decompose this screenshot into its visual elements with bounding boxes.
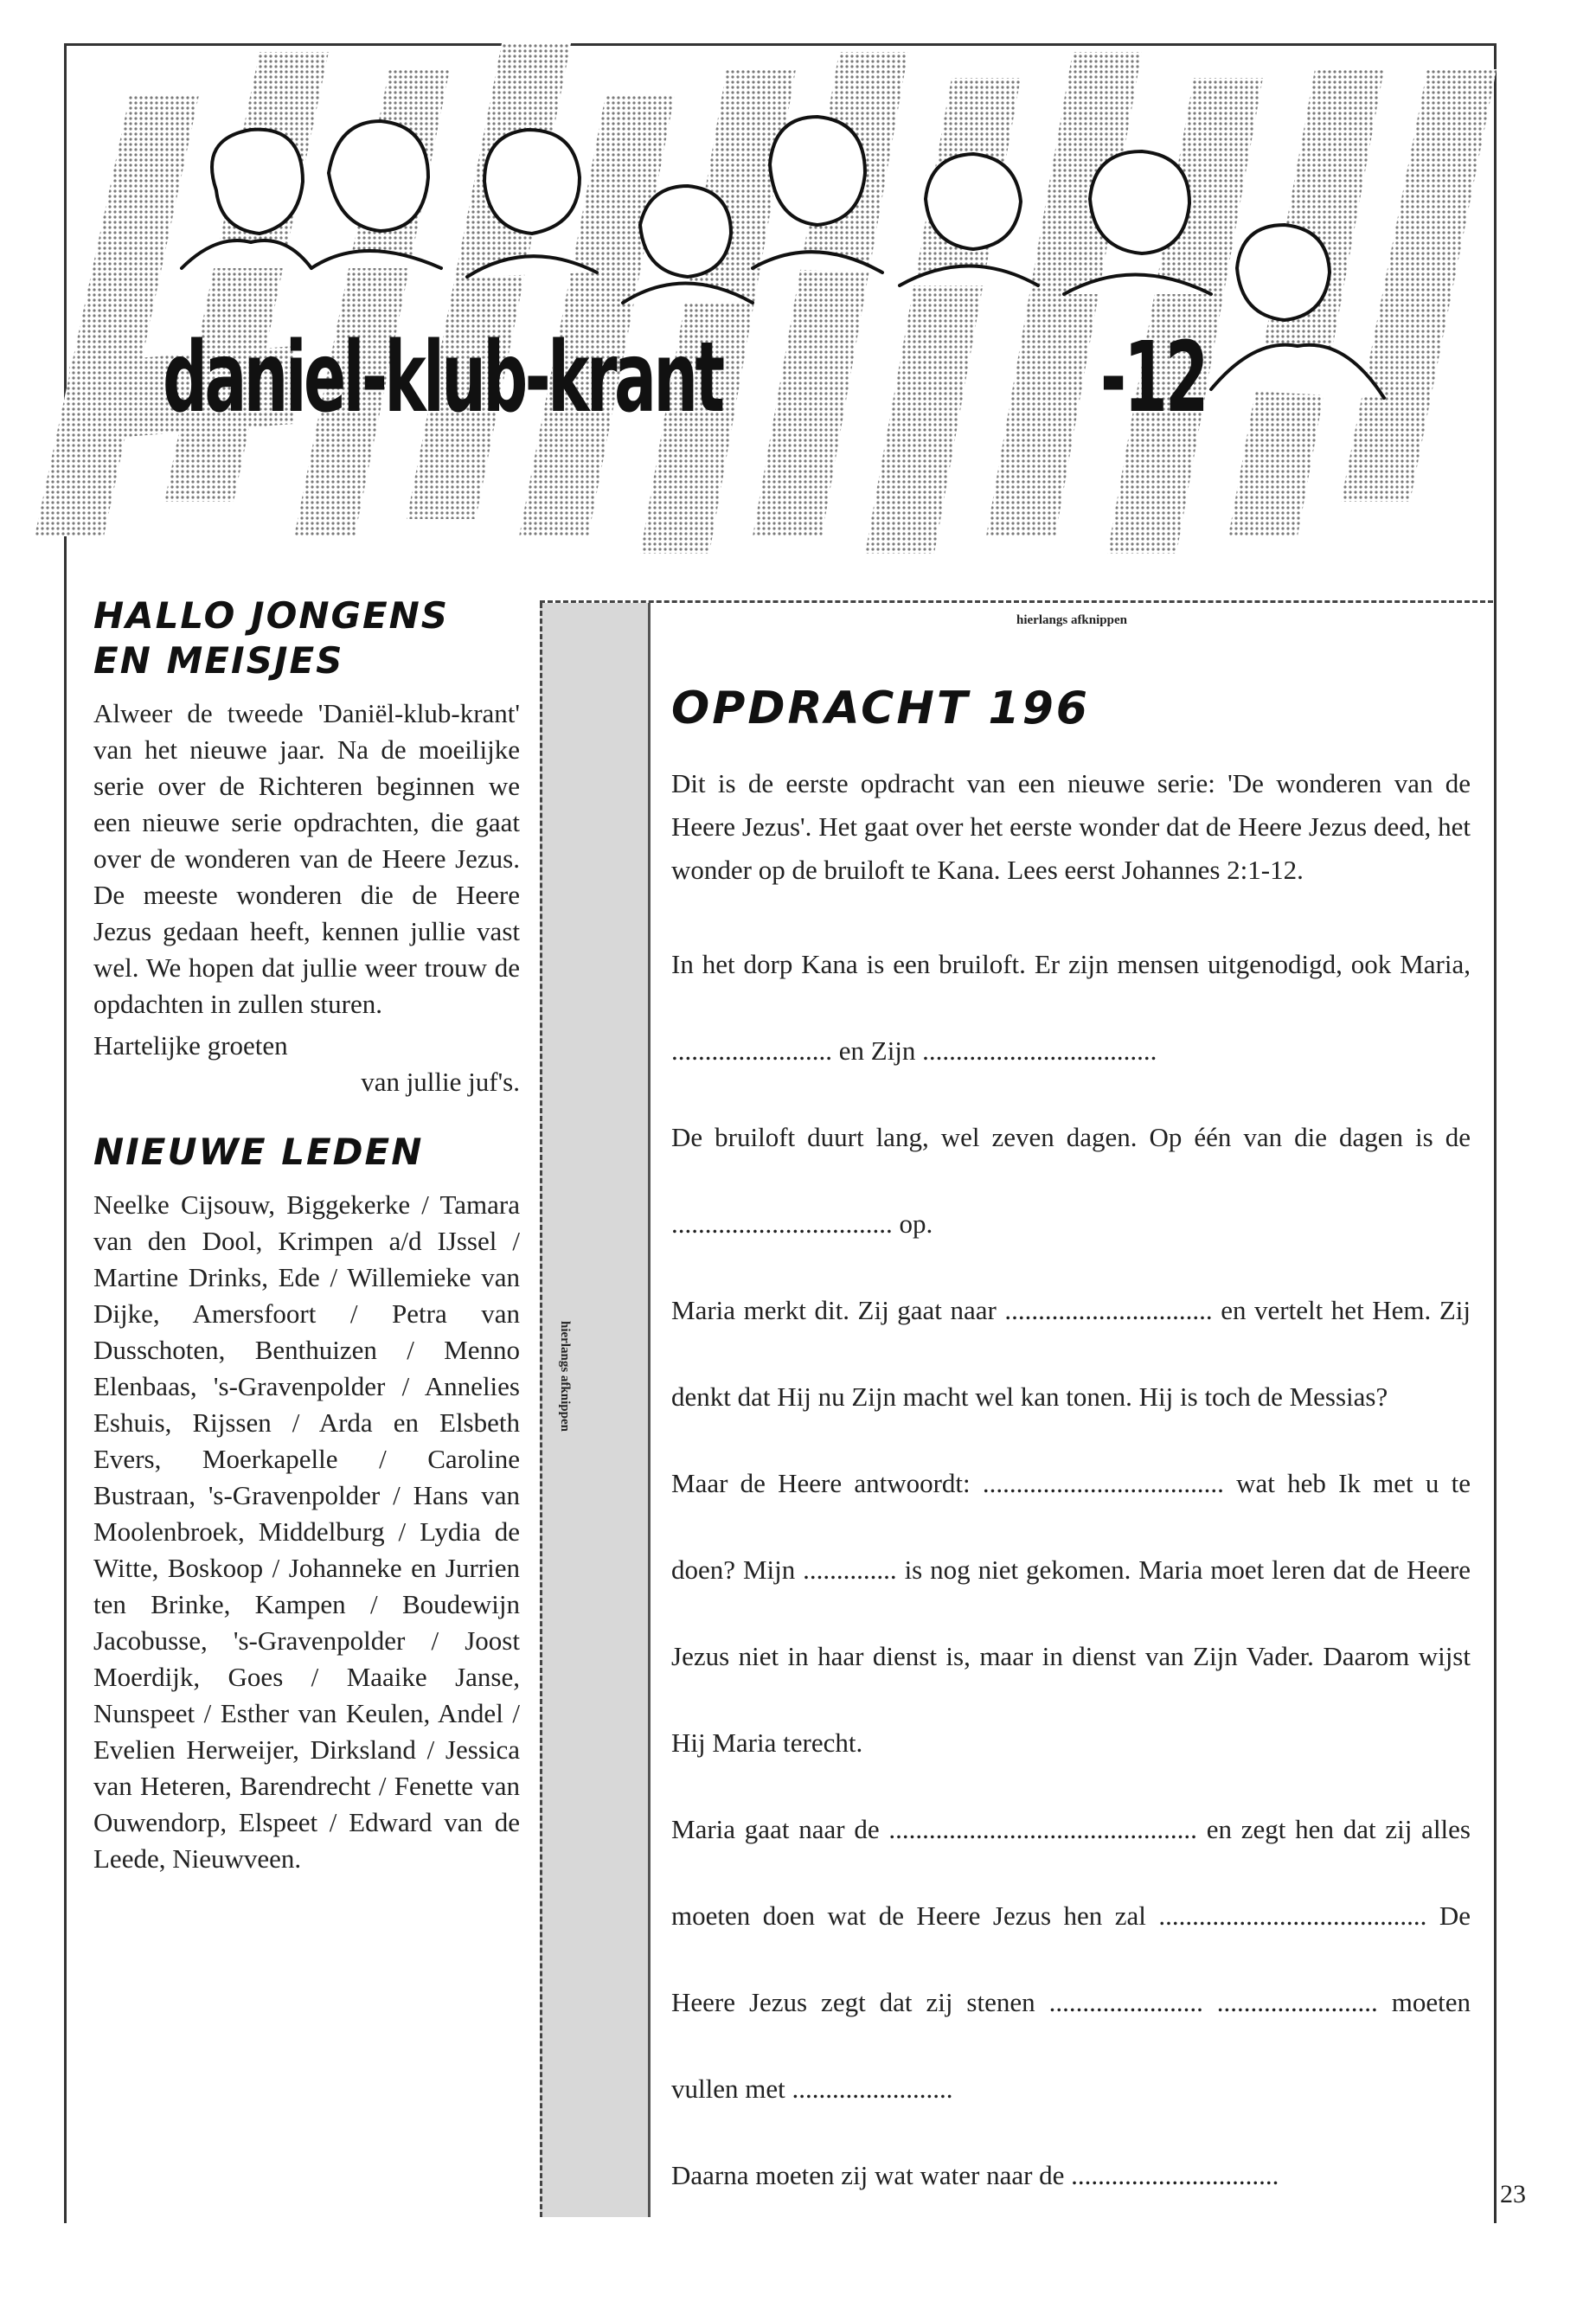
left-column (93, 593, 520, 1877)
cutout-assignment (540, 600, 1493, 2217)
greeting-heading (93, 593, 520, 683)
assignment-paragraph-1: In het dorp Kana is een bruiloft. Er zijn mensen uitgenodigd, ook Maria, ........................ en Zijn ................................... (671, 949, 1471, 1066)
greeting-heading-line1: HALLO JONGENS (93, 594, 450, 637)
assignment-intro: Dit is de eerste opdracht van een nieuwe serie: 'De wonderen van de Heere Jezus'. Het gaat over het eerste wonder dat de Heere Jezus deed, het wonder op de bruiloft te Kana. Lees eerst Johannes 2:1-12. (671, 768, 1471, 885)
signoff-line2: van jullie juf's. (361, 1067, 520, 1097)
assignment-paragraph-2: De bruiloft duurt lang, wel zeven dagen. Op één van die dagen is de ................................. op. (671, 1122, 1471, 1239)
masthead-illustration (35, 17, 1522, 571)
cut-label-top: hierlangs afknippen (1016, 613, 1127, 627)
assignment-paragraph-6: Daarna moeten zij wat water naar de ............................... (671, 2160, 1279, 2190)
greeting-text: Alweer de tweede 'Daniël-klub-krant' van het nieuwe jaar. Na de moeilijke serie over de Richteren beginnen we een nieuwe serie opdrachten, die gaat over de wonderen van de Heere Jezus. De meeste wonderen die de Heere Jezus gedaan heeft, kennen jullie vast wel. We hopen dat jullie weer trouw de opdachten in zullen sturen. (93, 698, 520, 1019)
members-list: Neelke Cijsouw, Biggekerke / Tamara van den Dool, Krimpen a/d IJssel / Martine Drinks, Ede / Willemieke van Dijke, Amersfoort / Petra van Dusschoten, Benthuizen / Menno Elenbaas, 's-Gravenpolder / Annelies Eshuis, Rijssen / Arda en Elsbeth Evers, Moerkapelle / Caroline Bustraan, 's-Gravenpolder / Hans van Moolenbroek, Middelburg / Lydia de Witte, Boskoop / Johanneke en Jurrien ten Brinke, Kampen / Boudewijn Jacobusse, 's-Gravenpolder / Joost Moerdijk, Goes / Maaike Janse, Nunspeet / Esther van Keulen, Andel / Evelien Herweijer, Dirksland / Jessica van Heteren, Barendrecht / Fenette van Ouwendorp, Elspeet / Edward van de Leede, Nieuwveen. (93, 1189, 520, 1874)
greeting-heading-line2: EN MEISJES (93, 639, 344, 682)
members-heading: NIEUWE LEDEN (93, 1131, 424, 1173)
assignment-paragraph-5: Maria gaat naar de .............................................. en zegt hen dat zij alles moeten doen wat de Heere Jezus hen zal ........................................ De Heere Jezus zegt dat zij stenen ....................... ........................ moeten vullen met ........................ (671, 1814, 1471, 2104)
masthead-issue-number: -12 (1100, 322, 1207, 434)
signoff-line1: Hartelijke groeten (93, 1030, 288, 1061)
assignment-body (671, 681, 1471, 2219)
assignment-paragraph-4: Maar de Heere antwoordt: .................................... wat heb Ik met u te doen? Mijn .............. is nog niet gekomen. Maria moet leren dat de Heere Jezus niet in haar dienst is, maar in dienst van Zijn Vader. Daarom wijst Hij Maria terecht. (671, 1468, 1471, 1758)
masthead-title: daniel-klub-krant (163, 322, 722, 434)
cut-label-vertical: hierlangs afknippen (558, 1321, 572, 1432)
cut-strip (540, 603, 651, 2217)
assignment-heading: OPDRACHT 196 (671, 683, 1090, 734)
signoff (93, 1028, 520, 1100)
assignment-paragraph-3: Maria merkt dit. Zij gaat naar ............................... en vertelt het Hem. Zij denkt dat Hij nu Zijn macht wel kan tonen. Hij is toch de Messias? (671, 1295, 1471, 1412)
page-number: 23 (1500, 2180, 1526, 2208)
